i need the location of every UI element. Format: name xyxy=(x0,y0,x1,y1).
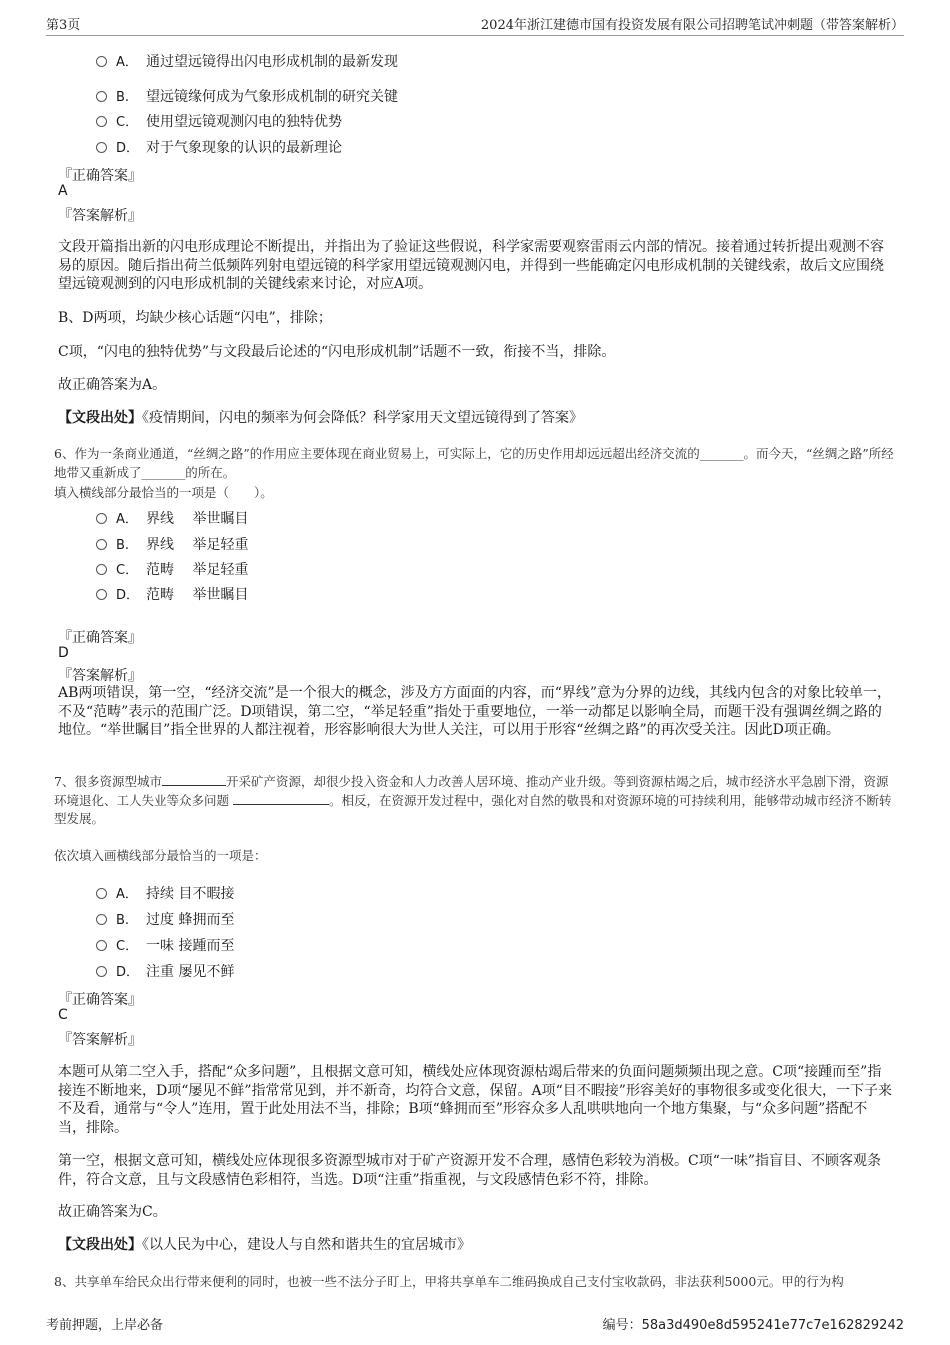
q5-answer: A xyxy=(58,183,68,199)
radio-icon[interactable] xyxy=(96,116,107,127)
footer-slogan: 考前押题，上岸必备 xyxy=(46,1318,164,1333)
page-number: 第3页 xyxy=(46,18,81,33)
q6-answer: D xyxy=(58,645,69,661)
q7-analysis-paragraph: 故正确答案为C。 xyxy=(58,1204,167,1220)
q5-analysis-paragraph: B、D两项，均缺少核心话题“闪电”，排除； xyxy=(58,310,332,326)
q7-prompt: 依次填入画横线部分最恰当的一项是： xyxy=(54,848,267,863)
radio-icon[interactable] xyxy=(96,91,107,102)
q7-analysis-paragraph: 本题可从第二空入手，搭配“众多问题”，且根据文意可知，横线处应体现资源枯竭后带来的负面问题频频出现之意。C项“接踵而至”指接连不断地来，D项“屡见不鲜”指常常见到，并不新奇，均符合文意，保留。A项“目不暇接”形容美好的事物很多或变化很大，一下子来不及看，通常与“令人”连用，置于此处用法不当，排除；B项“蜂拥而至”形容众多人乱哄哄地向一个地方集聚，与“众多问题”搭配不当，排除。 xyxy=(58,1064,892,1136)
q5-option-b[interactable]: B. 望远镜缘何成为气象形成机制的研究关键 xyxy=(96,86,398,106)
q6-answer-label: 『正确答案』 xyxy=(58,630,142,646)
q5-option-a[interactable]: A． 通过望远镜得出闪电形成机制的最新发现 xyxy=(96,51,398,71)
q7-option-a[interactable]: A． 持续 目不暇接 xyxy=(96,883,234,903)
radio-icon[interactable] xyxy=(96,914,107,925)
q7-option-d[interactable]: D． 注重 屡见不鲜 xyxy=(96,961,234,981)
radio-icon[interactable] xyxy=(96,940,107,951)
q6-prompt: 填入横线部分最恰当的一项是（ ）。 xyxy=(54,485,273,500)
fill-blank xyxy=(233,792,329,805)
radio-icon[interactable] xyxy=(96,589,107,600)
q5-analysis-label: 『答案解析』 xyxy=(58,208,142,224)
q7-source: 【文段出处】《以人民为中心，建设人与自然和谐共生的宜居城市》 xyxy=(58,1237,471,1253)
q6-option-c[interactable]: C． 范畴 举足轻重 xyxy=(96,559,248,579)
q6-analysis-paragraph: AB两项错误，第一空，“经济交流”是一个很大的概念，涉及方方面面的内容，而“界线”意为分界的边线，其线内包含的对象比较单一，不及“范畴”表示的范围广泛。D项错误，第二空，“举足轻重”指处于重要地位，一举一动都足以影响全局，而题干没有强调丝绸之路的地位。“举世瞩目”指全世界的人都注视着，形容影响很大为世人关注，可以用于形容“丝绸之路”的再次受关注。因此D项正确。 xyxy=(58,685,892,738)
q6-stem: 6、作为一条商业通道，“丝绸之路”的作用应主要体现在商业贸易上，可实际上，它的历史作用却远远超出经济交流的_______。而今天，“丝绸之路”所经地带又重新成了_______的所在。 xyxy=(54,446,894,480)
q5-analysis-paragraph: 故正确答案为A。 xyxy=(58,377,167,393)
q5-analysis-paragraph: C项，“闪电的独特优势”与文段最后论述的“闪电形成机制”话题不一致，衔接不当，排除。 xyxy=(58,344,616,360)
q5-option-c[interactable]: C． 使用望远镜观测闪电的独特优势 xyxy=(96,111,342,131)
document-code: 编号：58a3d490e8d595241e77c7e162829242 xyxy=(602,1318,904,1333)
q5-answer-label: 『正确答案』 xyxy=(58,168,142,184)
radio-icon[interactable] xyxy=(96,56,107,67)
radio-icon[interactable] xyxy=(96,966,107,977)
radio-icon[interactable] xyxy=(96,888,107,899)
radio-icon[interactable] xyxy=(96,539,107,550)
q6-option-a[interactable]: A． 界线 举世瞩目 xyxy=(96,508,248,528)
q8-stem: 8、共享单车给民众出行带来便利的同时，也被一些不法分子盯上，甲将共享单车二维码换成自己支付宝收款码，非法获利5000元。甲的行为构 xyxy=(54,1274,844,1289)
q5-analysis-paragraph: 文段开篇指出新的闪电形成理论不断提出，并指出为了验证这些假说，科学家需要观察雷雨云内部的情况。接着通过转折提出观测不容易的原因。随后指出荷兰低频阵列射电望远镜的科学家用望远镜观测闪电，并得到一些能确定闪电形成机制的关键线索，故后文应围绕望远镜观测到的闪电形成机制的关键线索来讨论，对应A项。 xyxy=(58,239,884,292)
q5-source: 【文段出处】《疫情期间，闪电的频率为何会降低？科学家用天文望远镜得到了答案》 xyxy=(58,410,583,426)
q6-option-b[interactable]: B. 界线 举足轻重 xyxy=(96,534,248,554)
document-title: 2024年浙江建德市国有投资发展有限公司招聘笔试冲刺题（带答案解析） xyxy=(480,18,904,33)
q7-analysis-paragraph: 第一空，根据文意可知，横线处应体现很多资源型城市对于矿产资源开发不合理，感情色彩较为消极。C项“一味”指盲目、不顾客观条件，符合文意，且与文段感情色彩相符，当选。D项“注重”指重视，与文段感情色彩不符，排除。 xyxy=(58,1153,882,1188)
q7-stem: 7、很多资源型城市 开采矿产资源，却很少投入资金和人力改善人居环境、推动产业升级。等到资源枯竭之后，城市经济水平急剧下滑，资源环境退化、工人失业等众多问题 。相反，在资源开发过程中，强化对自然的敬畏和对资源环境的可持续利用，能够带动城市经济不断转型发展。 xyxy=(54,774,892,826)
q6-analysis-label: 『答案解析』 xyxy=(58,668,142,684)
q7-answer: C xyxy=(58,1007,68,1023)
radio-icon[interactable] xyxy=(96,142,107,153)
q7-option-b[interactable]: B. 过度 蜂拥而至 xyxy=(96,909,234,929)
q6-option-d[interactable]: D． 范畴 举世瞩目 xyxy=(96,584,248,604)
radio-icon[interactable] xyxy=(96,564,107,575)
q7-analysis-label: 『答案解析』 xyxy=(58,1032,142,1048)
header-divider xyxy=(46,35,904,36)
q5-option-d[interactable]: D． 对于气象现象的认识的最新理论 xyxy=(96,137,342,157)
radio-icon[interactable] xyxy=(96,513,107,524)
fill-blank xyxy=(162,773,226,786)
q7-answer-label: 『正确答案』 xyxy=(58,992,142,1008)
q7-option-c[interactable]: C． 一味 接踵而至 xyxy=(96,935,234,955)
